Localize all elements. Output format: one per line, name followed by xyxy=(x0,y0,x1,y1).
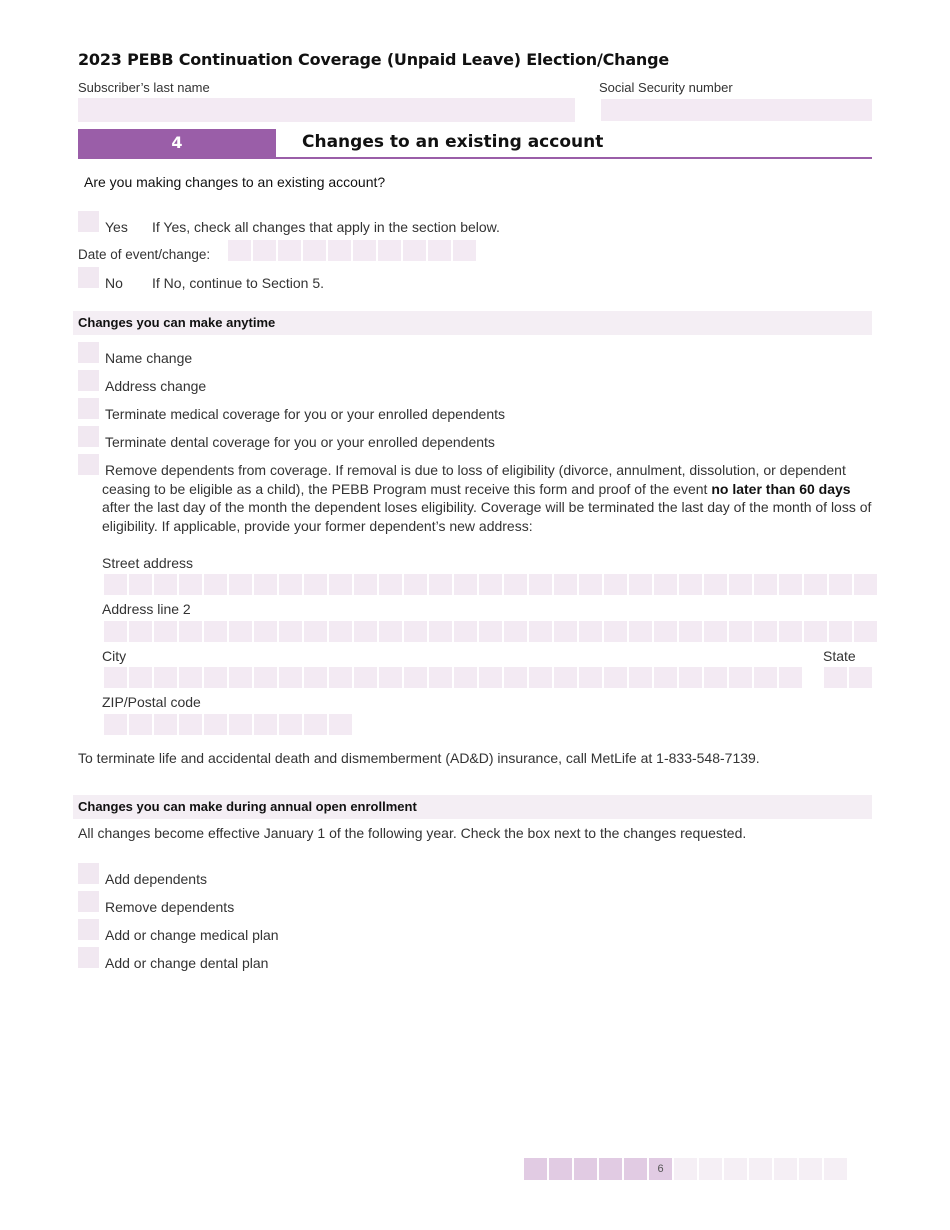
last-name-input[interactable] xyxy=(78,98,575,122)
remove-dependents-checkbox[interactable] xyxy=(78,454,99,475)
page-marker xyxy=(774,1158,797,1180)
state-input[interactable] xyxy=(824,667,872,688)
date-label: Date of event/change: xyxy=(78,247,211,262)
section-title: Changes to an existing account xyxy=(302,132,604,152)
no-hint: If No, continue to Section 5. xyxy=(152,275,324,291)
name-change-checkbox[interactable] xyxy=(78,342,99,363)
address-change-checkbox[interactable] xyxy=(78,370,99,391)
oe-remove-dependents-label: Remove dependents xyxy=(105,899,235,915)
street-address-label: Street address xyxy=(102,555,194,571)
dental-plan-checkbox[interactable] xyxy=(78,947,99,968)
address-line2-label: Address line 2 xyxy=(102,601,191,617)
deadline-emphasis: no later than 60 days xyxy=(711,480,851,497)
terminate-dental-checkbox[interactable] xyxy=(78,426,99,447)
no-label: No xyxy=(105,275,123,291)
address-change-label: Address change xyxy=(105,378,207,394)
add-dependents-checkbox[interactable] xyxy=(78,863,99,884)
section-header xyxy=(78,129,872,159)
add-dependents-label: Add dependents xyxy=(105,871,207,887)
ssn-input[interactable] xyxy=(601,99,872,121)
oe-remove-dependents-checkbox[interactable] xyxy=(78,891,99,912)
page-marker xyxy=(749,1158,772,1180)
section-number: 4 xyxy=(78,129,276,157)
yes-hint: If Yes, check all changes that apply in the section below. xyxy=(152,219,500,235)
terminate-medical-label: Terminate medical coverage for you or your enrolled dependents xyxy=(105,406,506,422)
no-checkbox[interactable] xyxy=(78,267,99,288)
page-marker xyxy=(799,1158,822,1180)
date-input[interactable] xyxy=(228,240,476,261)
medical-plan-checkbox[interactable] xyxy=(78,919,99,940)
street-address-input[interactable] xyxy=(104,574,877,595)
page-marker xyxy=(549,1158,572,1180)
terminate-dental-label: Terminate dental coverage for you or your enrolled dependents xyxy=(105,434,495,450)
state-label: State xyxy=(823,648,856,664)
dental-plan-label: Add or change dental plan xyxy=(105,955,269,971)
last-name-label: Subscriber’s last name xyxy=(78,80,210,95)
page-marker xyxy=(624,1158,647,1180)
page-marker xyxy=(674,1158,697,1180)
city-input[interactable] xyxy=(104,667,802,688)
zip-label: ZIP/Postal code xyxy=(102,694,201,710)
life-insurance-note: To terminate life and accidental death and dismemberment (AD&D) insurance, call MetLife at 1-833-548-7139. xyxy=(78,750,760,766)
city-label: City xyxy=(102,648,127,664)
page-marker xyxy=(824,1158,847,1180)
section-question: Are you making changes to an existing account? xyxy=(84,174,386,190)
open-enrollment-heading: Changes you can make during annual open enrollment xyxy=(73,795,872,819)
page-marker xyxy=(524,1158,547,1180)
address-line2-input[interactable] xyxy=(104,621,877,642)
yes-label: Yes xyxy=(105,219,128,235)
page-marker xyxy=(599,1158,622,1180)
page-progress xyxy=(524,1158,847,1180)
yes-checkbox[interactable] xyxy=(78,211,99,232)
current-page-number: 6 xyxy=(649,1158,672,1180)
medical-plan-label: Add or change medical plan xyxy=(105,927,279,943)
page-marker xyxy=(574,1158,597,1180)
page-marker xyxy=(699,1158,722,1180)
form-title: 2023 PEBB Continuation Coverage (Unpaid Leave) Election/Change xyxy=(78,50,670,69)
ssn-label: Social Security number xyxy=(599,80,733,95)
remove-dependents-text: Remove dependents from coverage. If removal is due to loss of eligibility (divorce, annulment, dissolution, or dependent ceasing to be eligible as a child), the PEBB Program must receive this form and proof of the event no later than 60 days after the last day of the month the dependent loses eligibility. Coverage will be terminated the last day of the month of loss of eligibility. If applicable, provide your former dependent’s new address: xyxy=(102,462,872,534)
page-marker xyxy=(724,1158,747,1180)
zip-input[interactable] xyxy=(104,714,352,735)
name-change-label: Name change xyxy=(105,350,193,366)
terminate-medical-checkbox[interactable] xyxy=(78,398,99,419)
open-enrollment-note: All changes become effective January 1 of the following year. Check the box next to the changes requested. xyxy=(78,825,747,841)
anytime-heading: Changes you can make anytime xyxy=(73,311,872,335)
